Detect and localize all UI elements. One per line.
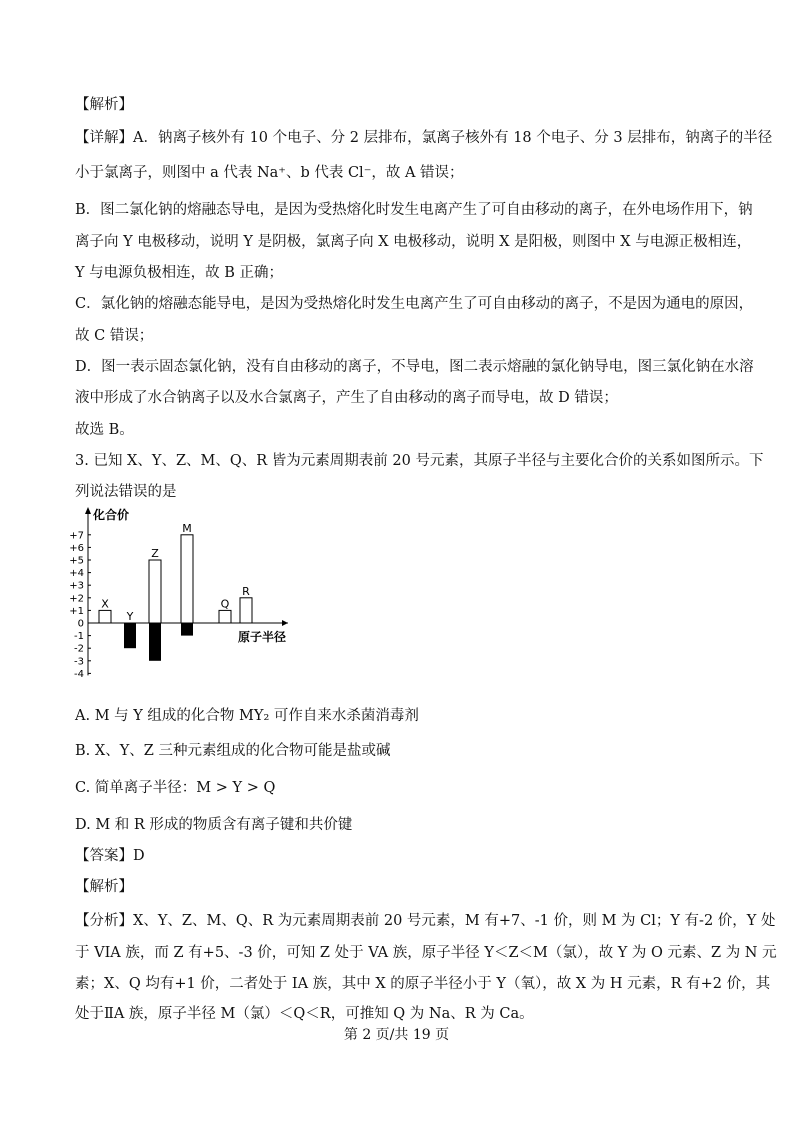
x-axis-arrow [282, 620, 288, 626]
y-tick-label: -4 [74, 668, 84, 680]
text-line: 【分析】X、Y、Z、M、Q、R 为元素周期表前 20 号元素，M 有+7、-1 价，则 M 为 Cl；Y 有-2 价，Y 处 [75, 913, 776, 929]
y-axis-label: 化合价 [93, 508, 130, 522]
text-line: 处于ⅡA 族，原子半径 M（氯）＜Q＜R，可推知 Q 为 Na、R 为 Ca。 [75, 1006, 534, 1022]
text-line: 故选 B。 [75, 422, 134, 438]
y-tick-label: +3 [69, 580, 84, 592]
text-line: 【详解】A．钠离子核外有 10 个电子、分 2 层排布，氯离子核外有 18 个电子、分 3 层排布，钠离子的半径 [75, 130, 773, 146]
bar-negative [124, 623, 136, 648]
answer-label: 【答案】D [75, 848, 145, 864]
question-stem: 列说法错误的是 [75, 484, 177, 500]
y-tick-label: +1 [69, 605, 84, 617]
text-line: 离子向 Y 电极移动，说明 Y 是阴极，氯离子向 X 电极移动，说明 X 是阳极，则图中 X 与电源正极相连， [75, 234, 752, 250]
valence-radius-chart [60, 505, 300, 685]
text-line: C．氯化钠的熔融态能导电，是因为受热熔化时发生电离产生了可自由移动的离子，不是因为通电的原因， [75, 296, 754, 312]
y-tick-label: 0 [77, 618, 84, 630]
y-tick-label: +4 [69, 568, 84, 580]
bar-positive [149, 560, 161, 623]
bar-positive [181, 535, 193, 623]
y-axis-arrow [85, 507, 91, 514]
bar-positive [240, 598, 252, 623]
question-stem: 3. 已知 X、Y、Z、M、Q、R 皆为元素周期表前 20 号元素，其原子半径与主要化合价的关系如图所示。下 [75, 453, 764, 469]
y-tick-label: -2 [74, 643, 84, 655]
text-line: D．图一表示固态氯化钠，没有自由移动的离子，不导电，图二表示熔融的氯化钠导电，图三氯化钠在水溶 [75, 359, 754, 375]
element-label: M [182, 521, 192, 535]
y-tick-label: +2 [69, 593, 84, 605]
y-tick-label: +5 [69, 555, 84, 567]
section-label-analysis: 【解析】 [75, 879, 133, 895]
element-label: Y [126, 610, 134, 623]
element-label: R [242, 584, 250, 598]
element-label: X [101, 597, 109, 611]
page-footer: 第 2 页/共 19 页 [343, 1027, 450, 1043]
y-tick-label: -3 [74, 656, 84, 668]
option-c: C. 简单离子半径：M > Y > Q [75, 780, 276, 796]
section-label-analysis: 【解析】 [75, 97, 133, 113]
option-a: A. M 与 Y 组成的化合物 MY₂ 可作自来水杀菌消毒剂 [75, 708, 419, 724]
option-d: D. M 和 R 形成的物质含有离子键和共价键 [75, 817, 353, 833]
text-line: Y 与电源负极相连，故 B 正确； [75, 265, 284, 281]
text-line: 素；X、Q 均有+1 价，二者处于 IA 族，其中 X 的原子半径小于 Y（氧），故 X 为 H 元素，R 有+2 价，其 [75, 976, 771, 992]
text-line: 小于氯离子，则图中 a 代表 Na⁺、b 代表 Cl⁻，故 A 错误； [75, 165, 464, 181]
y-tick-label: +7 [69, 530, 84, 542]
bar-negative [181, 623, 193, 636]
bar-positive [99, 610, 111, 623]
bar-positive [219, 610, 231, 623]
element-label: Z [151, 547, 159, 560]
element-label: Q [220, 597, 230, 611]
y-tick-label: -1 [74, 631, 84, 643]
bar-negative [149, 623, 161, 661]
x-axis-label: 原子半径 [238, 630, 287, 644]
text-line: 故 C 错误； [75, 328, 154, 344]
y-tick-label: +6 [69, 542, 84, 554]
text-line: 于 VIA 族，而 Z 有+5、-3 价，可知 Z 处于 VA 族，原子半径 Y＜Z＜M（氯），故 Y 为 O 元素、Z 为 N 元 [75, 945, 777, 961]
option-b: B. X、Y、Z 三种元素组成的化合物可能是盐或碱 [75, 743, 391, 759]
text-line: 液中形成了水合钠离子以及水合氯离子，产生了自由移动的离子而导电，故 D 错误； [75, 390, 618, 406]
text-line: B．图二氯化钠的熔融态导电，是因为受热熔化时发生电离产生了可自由移动的离子，在外电场作用下，钠 [75, 202, 753, 218]
